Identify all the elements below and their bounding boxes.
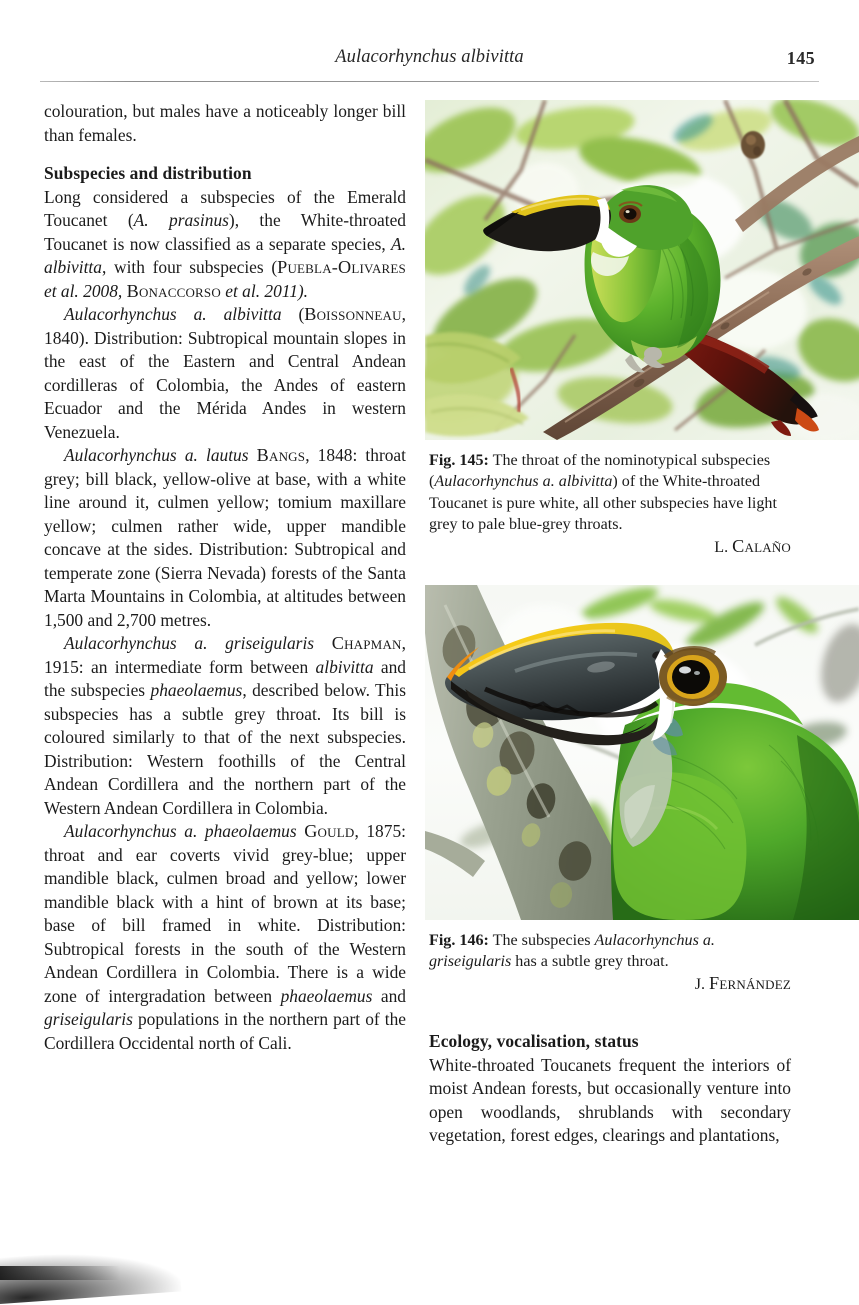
subspecies-name-lautus: Aulacorhynchus a. lautus (64, 445, 249, 465)
scan-shadow (0, 1245, 181, 1304)
header-rule (40, 81, 819, 82)
species-name-albivitta: A. albivitta (44, 233, 406, 277)
subspecies-name-albivitta: Aulacorhynchus a. albivitta (64, 304, 282, 324)
paragraph-ssp-griseigularis: Aulacorhynchus a. griseigularis Chapman, 1915: an intermediate form between albivitta and the subspecies phaeolaemus, described below. This subspecies has a subtle grey throat. Its bill is coloured similarly to that of the next subspecies. Distribution: Western foothills of the Central Andean Cordillera and the northern part of the Western Andean Cordillera in Colombia. (44, 633, 406, 818)
figure-146-caption: Fig. 146: The subspecies Aulacorhynchus a. griseigularis has a subtle grey throat. J. Fernández (429, 930, 791, 995)
running-head (40, 47, 819, 81)
toucanet-perched-illustration (425, 100, 859, 440)
author-bonaccorso: Bonaccorso (126, 280, 221, 301)
citation-et-al-1: et al. 2008, (44, 280, 127, 301)
figure-145-caption: Fig. 145: The throat of the nominotypical subspecies (Aulacorhynchus a. albivitta) of the White-throated Toucanet is pure white, all other subspecies have light grey to pale blue-grey throats. L. Calaño (429, 450, 791, 558)
subspecies-name-griseigularis: Aulacorhynchus a. griseigularis (64, 633, 315, 653)
figure-145-label: Fig. 145: (429, 452, 489, 469)
page-number: 145 (786, 48, 815, 68)
figure-146-credit: J. Fernández (694, 972, 791, 993)
heading-ecology-vocalisation-status: Ecology, vocalisation, status (429, 1031, 639, 1051)
running-title: Aulacorhynchus albivitta (335, 47, 524, 67)
author-gould: Gould (304, 821, 355, 841)
left-text-column (44, 100, 406, 1055)
heading-subspecies-and-distribution: Subspecies and distribution (44, 163, 252, 183)
citation-et-al-2: et al. 2011). (220, 280, 309, 301)
figure-145-photo (425, 100, 859, 440)
paragraph-ssp-albivitta: Aulacorhynchus a. albivitta (Boissonneau, 1840). Distribution: Subtropical mountain slopes in the east of the Eastern and Central Andean cordilleras of Colombia, the Andes of eastern Ecuador and the Mérida Andes in western Venezuela. (44, 304, 407, 442)
italic-griseigularis-2: griseigularis (44, 1009, 133, 1029)
italic-albivitta: albivitta (315, 656, 374, 677)
figure-145-credit: L. Calaño (714, 535, 791, 556)
caption-species-albivitta: Aulacorhynchus a. albivitta (434, 473, 613, 491)
italic-phaeolaemus: phaeolaemus (150, 680, 243, 700)
paragraph-ssp-phaeolaemus: Aulacorhynchus a. phaeolaemus Gould, 1875: throat and ear coverts vivid grey-blue; upper mandible black, culmen broad and yellow; lower mandible black with a hint of brown at its base; base of bill framed in white. Distribution: Subtropical forests in the south of the Western Andean Cordillera in Colombia. There is a wide zone of intergradation between phaeolaemus and griseigularis populations in the northern part of the Cordillera Occidental north of Cali. (44, 821, 406, 1053)
italic-phaeolaemus-2: phaeolaemus (280, 985, 373, 1006)
right-text-column (429, 1030, 791, 1148)
caption-species-griseigularis-1: Aulacorhynchus a. (594, 932, 715, 949)
eye (659, 648, 727, 706)
paragraph-ecology: White-throated Toucanets frequent the interiors of moist Andean forests, but occasionally venture into open woodlands, shrublands with secondary vegetation, forest edges, clearings and plantations, (429, 1054, 791, 1145)
caption-species-griseigularis-2: griseigularis (429, 953, 512, 971)
paragraph-taxonomy: Long considered a subspecies of the Emerald Toucanet (A. prasinus), the White-throated Toucanet is now classified as a separate species, A. albivitta, with four subspecies (Puebla-Olivares et al. 2008, Bonaccorso et al. 2011). (44, 186, 407, 301)
author-chapman: Chapman (331, 633, 402, 653)
figure-146-label: Fig. 146: (429, 932, 489, 949)
paragraph-continued: colouration, but males have a noticeably longer bill than females. (44, 101, 406, 145)
species-name-prasinus: A. prasinus (133, 210, 229, 230)
paragraph-spacer (44, 147, 406, 162)
scan-shadow-edge (0, 1266, 120, 1280)
author-bangs: Bangs (256, 445, 306, 465)
author-puebla-olivares: Puebla-Olivares (277, 257, 406, 277)
figure-146-photo (425, 585, 859, 920)
paragraph-ssp-lautus: Aulacorhynchus a. lautus Bangs, 1848: throat grey; bill black, yellow-olive at base, with a white line around it, culmen yellow; tomium maxillare yellow; culmen rather wide, upper mandible concave at the sides. Distribution: Subtropical and temperate zone (Sierra Nevada) forests of the Santa Marta Mountains in Colombia, at altitudes between 1,500 and 2,700 metres. (44, 445, 406, 630)
toucanet-portrait-illustration (425, 585, 859, 920)
author-boissonneau: Boissonneau (304, 304, 402, 324)
subspecies-name-phaeolaemus: Aulacorhynchus a. phaeolaemus (64, 821, 297, 841)
